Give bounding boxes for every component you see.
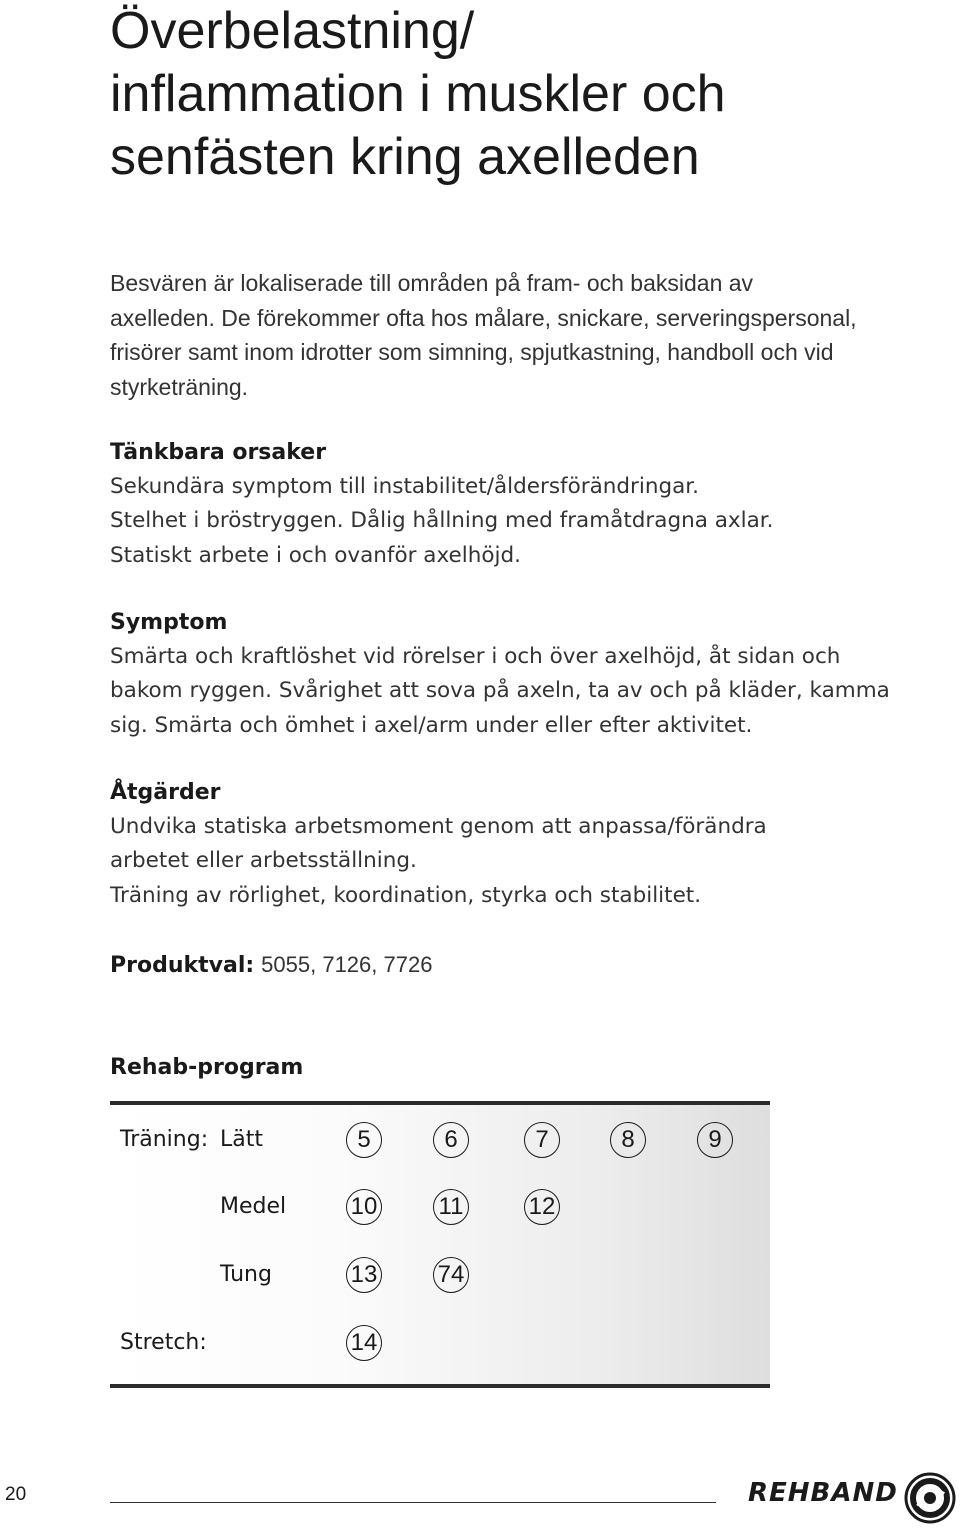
section-line: Smärta och kraftlöshet vid rörelser i och över axelhöjd, åt sidan och [110,644,841,669]
section-line: Sekundära symptom till instabilitet/åldersförändringar. [110,474,699,499]
intro-line: axelleden. De förekommer ofta hos målare, snickare, serveringspersonal, [110,304,857,331]
stretch-label: Stretch: [120,1330,207,1355]
intro-line: Besvären är lokaliserade till områden på fram- och baksidan av [110,270,754,296]
program-number: 14 [346,1325,382,1361]
section-line: Undvika statiska arbetsmoment genom att anpassa/förändra [110,814,767,839]
section-body [110,640,950,743]
section-tankbara-orsaker [110,436,950,573]
rehband-logo-icon [904,1472,956,1524]
rehab-program-table [110,1101,770,1388]
program-number: 10 [346,1189,382,1225]
section-line: arbetet eller arbetsställning. [110,848,417,874]
level-label-tung: Tung [220,1262,272,1287]
section-line: Statiskt arbete i och ovanför axelhöjd. [110,542,521,568]
section-body [110,470,950,573]
title-line: senfästen kring axelleden [110,128,700,186]
program-number: 13 [346,1257,382,1293]
level-label-medel: Medel [220,1194,287,1219]
produktval [110,948,432,983]
section-symptom [110,606,950,743]
program-number: 8 [610,1122,646,1158]
intro-line: styrketräning. [110,373,249,400]
section-line: Stelhet i bröstryggen. Dålig hållning med framåtdragna axlar. [110,508,774,534]
section-heading: Symptom [110,610,228,635]
page-number: 20 [5,1484,27,1505]
section-atgarder [110,776,950,913]
program-number: 6 [433,1122,469,1158]
program-number: 9 [697,1122,733,1158]
page-title [110,0,910,189]
program-number: 5 [346,1122,382,1158]
footer-divider [110,1502,716,1503]
section-line: bakom ryggen. Svårighet att sova på axeln, ta av och på kläder, kamma [110,678,890,704]
produktval-label: Produktval: [110,953,255,978]
section-body [110,810,950,913]
program-number: 11 [433,1189,469,1225]
intro-paragraph [110,266,950,404]
produktval-values: 5055, 7126, 7726 [261,952,433,977]
rehband-logo-text: REHBAND [748,1478,898,1508]
training-label: Träning: [120,1127,209,1152]
section-heading: Tänkbara orsaker [110,440,327,465]
intro-line: frisörer samt inom idrotter som simning, spjutkastning, handboll och vid [110,339,834,365]
title-line: Överbelastning/ [110,2,475,60]
program-number: 12 [524,1189,560,1225]
section-line: sig. Smärta och ömhet i axel/arm under eller efter aktivitet. [110,712,753,738]
program-number: 74 [433,1257,469,1293]
section-line: Träning av rörlighet, koordination, styrka och stabilitet. [110,882,702,908]
section-heading: Åtgärder [110,780,221,805]
title-line: inflammation i muskler och [110,65,726,123]
level-label-latt: Lätt [220,1127,263,1152]
program-number: 7 [524,1122,560,1158]
rehab-program-title: Rehab-program [110,1055,304,1080]
